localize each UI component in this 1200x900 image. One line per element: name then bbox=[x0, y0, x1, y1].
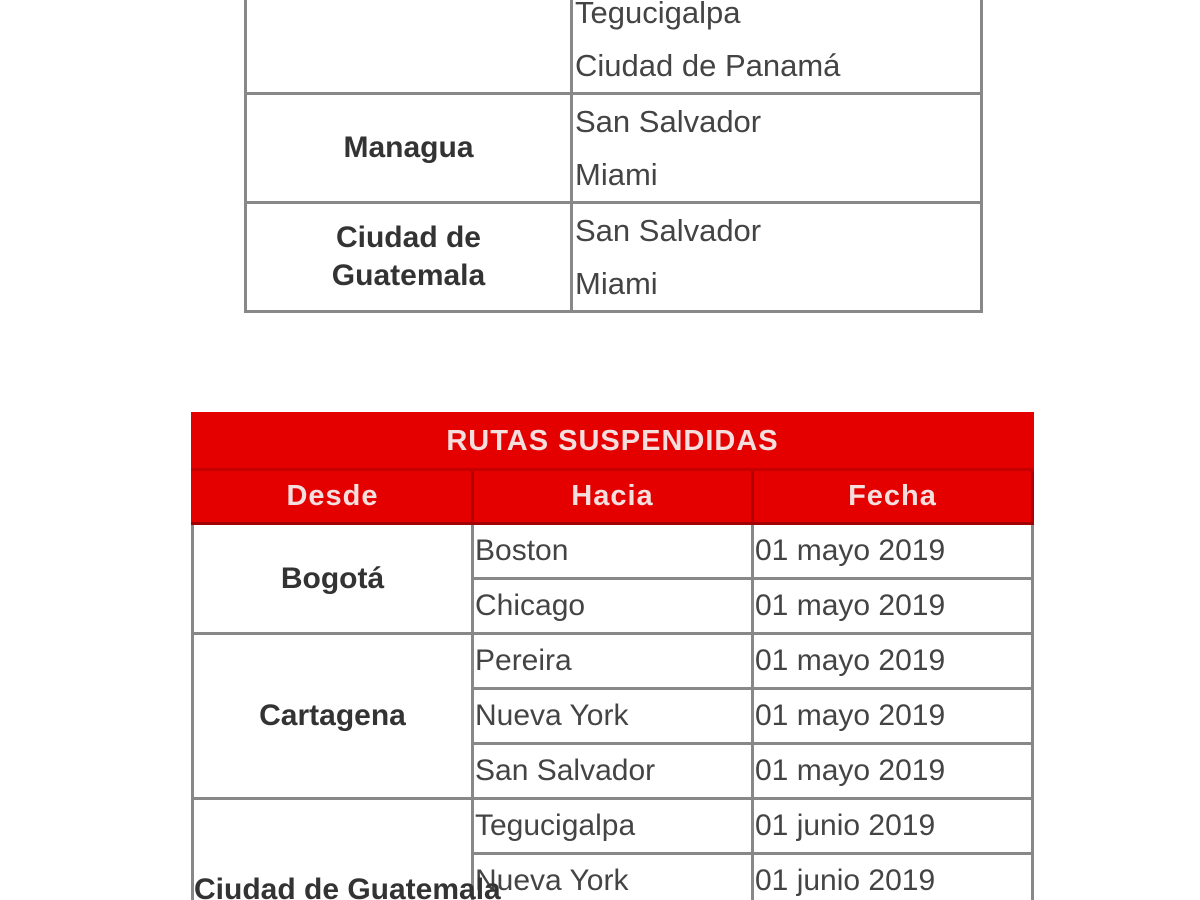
table-header-row bbox=[193, 470, 1033, 524]
origin-label: Ciudad de Guatemala bbox=[194, 872, 501, 900]
table-row bbox=[246, 94, 982, 203]
destination-cell: Tegucigalpa bbox=[473, 799, 753, 854]
table-title: RUTAS SUSPENDIDAS bbox=[193, 414, 1033, 470]
destinations-cell bbox=[572, 0, 982, 94]
origin-cell: Cartagena bbox=[193, 634, 473, 799]
origin-cell bbox=[246, 0, 572, 94]
table-row bbox=[193, 634, 1033, 689]
destination: Miami bbox=[575, 266, 658, 301]
destinations-cell bbox=[572, 94, 982, 203]
date-cell: 01 junio 2019 bbox=[753, 799, 1033, 854]
table-row bbox=[193, 799, 1033, 854]
destination-cell: Chicago bbox=[473, 579, 753, 634]
date-cell: 01 junio 2019 bbox=[753, 854, 1033, 900]
destination: San Salvador bbox=[575, 104, 762, 139]
date-cell: 01 mayo 2019 bbox=[753, 689, 1033, 744]
suspended-routes-table bbox=[191, 412, 1034, 900]
destination-cell: Boston bbox=[473, 524, 753, 579]
routes-table bbox=[244, 0, 983, 313]
table-row bbox=[193, 524, 1033, 579]
destination-cell: Pereira bbox=[473, 634, 753, 689]
destination: Miami bbox=[575, 157, 658, 192]
origin-cell bbox=[193, 799, 501, 900]
destination: San Salvador bbox=[575, 213, 762, 248]
date-cell: 01 mayo 2019 bbox=[753, 634, 1033, 689]
destination-cell: Nueva York bbox=[473, 854, 753, 900]
header-date: Fecha bbox=[753, 470, 1033, 524]
table-title-row bbox=[193, 414, 1033, 470]
destination-cell: Nueva York bbox=[473, 689, 753, 744]
origin-cell: Bogotá bbox=[193, 524, 473, 634]
origin-cell bbox=[246, 203, 572, 312]
table-row bbox=[246, 0, 982, 94]
date-cell: 01 mayo 2019 bbox=[753, 744, 1033, 799]
destinations-cell bbox=[572, 203, 982, 312]
destination: Ciudad de Panamá bbox=[575, 48, 841, 83]
destination: Tegucigalpa bbox=[575, 0, 741, 30]
origin-cell bbox=[246, 94, 572, 203]
table-row bbox=[246, 203, 982, 312]
origin-label-line1: Ciudad de bbox=[335, 221, 481, 254]
date-cell: 01 mayo 2019 bbox=[753, 579, 1033, 634]
origin-label: Managua bbox=[343, 131, 474, 164]
header-to: Hacia bbox=[473, 470, 753, 524]
origin-label-line2: Guatemala bbox=[331, 259, 486, 292]
destination-cell: San Salvador bbox=[473, 744, 753, 799]
date-cell: 01 mayo 2019 bbox=[753, 524, 1033, 579]
header-from: Desde bbox=[193, 470, 473, 524]
